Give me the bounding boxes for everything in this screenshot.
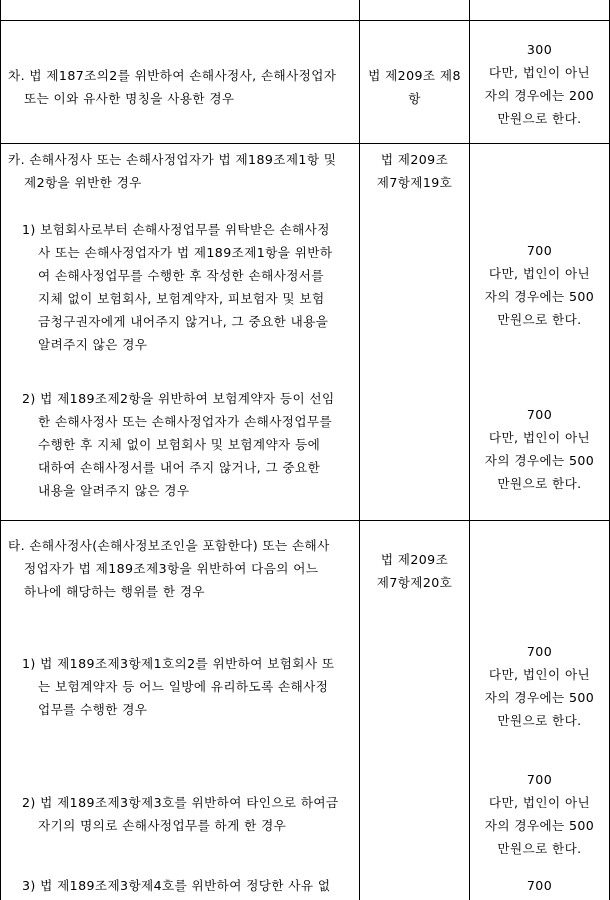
fine-amount-ka-1: 700 다만, 법인이 아닌 자의 경우에는 500 만원으로 한다.: [484, 243, 595, 327]
fine-amount-cha: 300 다만, 법인이 아닌 자의 경우에는 200 만원으로 한다.: [484, 42, 595, 126]
row-divider: [0, 20, 610, 21]
fine-amount-ka-2: 700 다만, 법인이 아닌 자의 경우에는 500 만원으로 한다.: [484, 407, 595, 491]
subitem-ka-2: 2) 법 제189조제2항을 위반하여 보험계약자 등이 선임 한 손해사정사 또는 손해사정업자가 손해사정업무를 수행한 후 지체 없이 보험회사 및 보험계약자 등에 대하여 손해사정서를 내어 주지 않거나, 그 중요한 내용을 알려주지 않은 경우: [22, 391, 335, 498]
item-text-cha: 차. 법 제187조의2를 위반하여 손해사정사, 손해사정업자 또는 이와 유사한 명칭을 사용한 경우: [8, 68, 337, 106]
fine-amount-ta-2: 700 다만, 법인이 아닌 자의 경우에는 500 만원으로 한다.: [484, 772, 595, 856]
law-ref-ka: 법 제209조 제7항제19호: [376, 152, 453, 190]
table-border-left: [0, 0, 1, 900]
row-divider: [0, 143, 610, 144]
column-divider-item-law: [359, 0, 360, 900]
subitem-ka-1: 1) 보험회사로부터 손해사정업무를 위탁받은 손해사정 사 또는 손해사정업자가 법 제189조제1항을 위반하 여 손해사정업무를 수행한 후 작성한 손해사정서를 지체 없이 보험회사, 보험계약자, 피보험자 및 보험 금청구권자에게 내어주지 않거나, 그 중요한 내용을 알려주지 않은 경우: [22, 222, 333, 352]
subitem-ta-1: 1) 법 제189조제3항제1호의2를 위반하여 보험회사 또 는 보험계약자 등 어느 일방에 유리하도록 손해사정 업무를 수행한 경우: [22, 656, 335, 717]
subitem-ta-2: 2) 법 제189조제3항제3호를 위반하여 타인으로 하여금 자기의 명의로 손해사정업무를 하게 한 경우: [22, 795, 339, 833]
fine-amount-ta-3: 700: [526, 878, 553, 893]
law-ref-cha: 법 제209조 제8 항: [368, 68, 461, 106]
fine-amount-ta-1: 700 다만, 법인이 아닌 자의 경우에는 500 만원으로 한다.: [484, 644, 595, 728]
subitem-ta-3: 3) 법 제189조제3항제4호를 위반하여 정당한 사유 없: [22, 878, 331, 893]
item-text-ka: 카. 손해사정사 또는 손해사정업자가 법 제189조제1항 및 제2항을 위반한 경우: [8, 152, 337, 190]
law-ref-ta: 법 제209조 제7항제20호: [376, 552, 453, 590]
item-text-ta: 타. 손해사정사(손해사정보조인을 포함한다) 또는 손해사 정업자가 법 제189조제3항을 위반하여 다음의 어느 하나에 해당하는 행위를 한 경우: [8, 538, 330, 599]
row-divider: [0, 520, 610, 521]
